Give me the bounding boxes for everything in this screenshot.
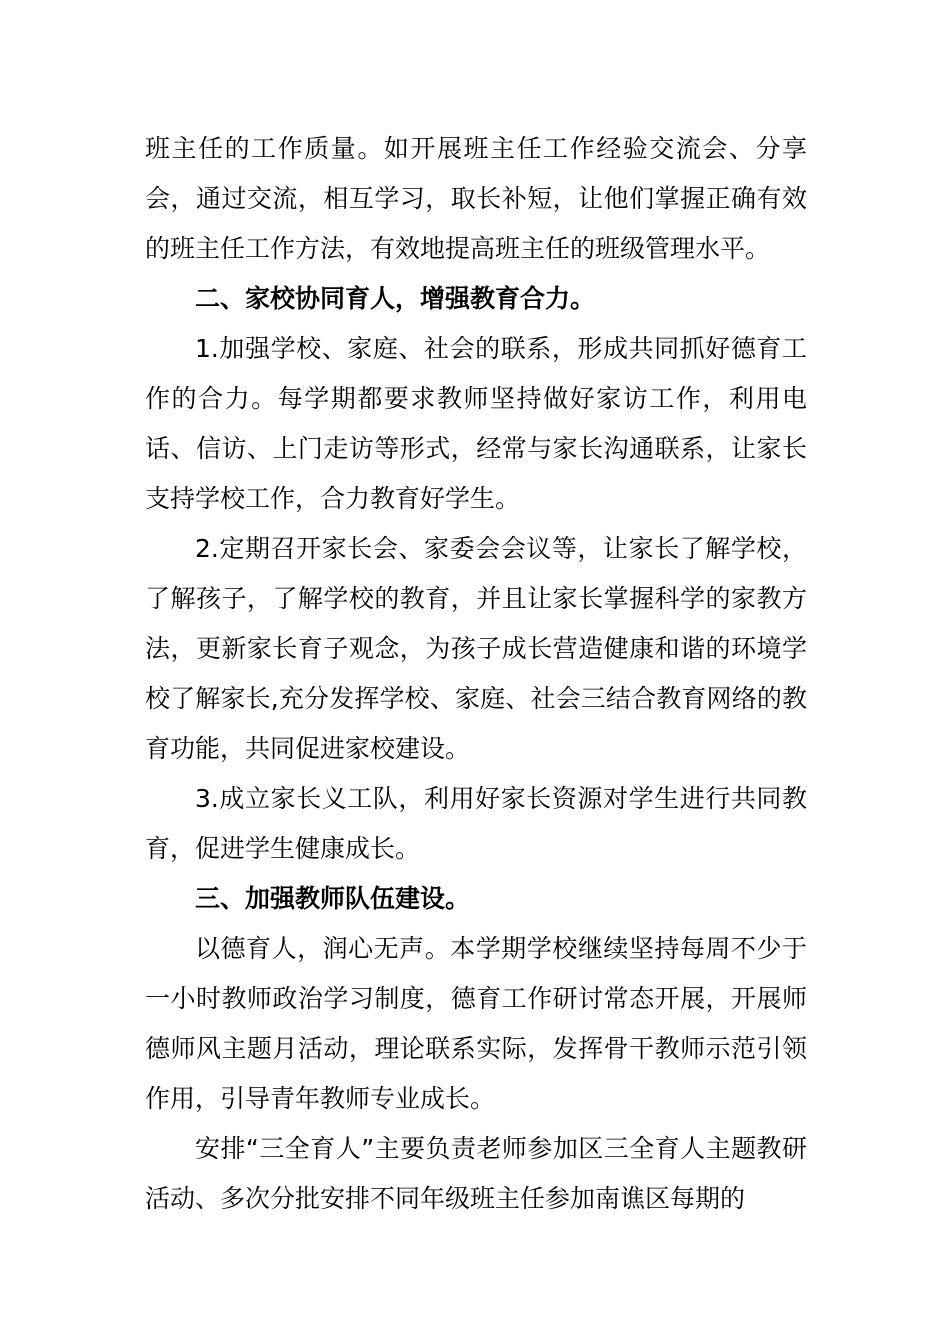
document-body (145, 124, 807, 1224)
paragraph-training: 安排“三全育人”主要负责老师参加区三全育人主题教研活动、多次分批安排不同年级班主任参加南谯区每期的 (145, 1134, 807, 1213)
paragraph-item-3: 3.成立家长义工队，利用好家长资源对学生进行共同教育，促进学生健康成长。 (145, 784, 807, 863)
paragraph-item-2: 2.定期召开家长会、家委会会议等，让家长了解学校，了解孩子，了解学校的教育，并且让家长掌握科学的家教方法，更新家长育子观念，为孩子成长营造健康和谐的环境学校了解家长,充分发挥学校、家庭、社会三结合教育网络的教育功能，共同促进家校建设。 (145, 534, 807, 763)
paragraph-intro: 班主任的工作质量。如开展班主任工作经验交流会、分享会，通过交流，相互学习，取长补短，让他们掌握正确有效的班主任工作方法，有效地提高班主任的班级管理水平。 (145, 134, 807, 263)
section-heading-3: 三、加强教师队伍建设。 (195, 884, 471, 913)
paragraph-item-1: 1.加强学校、家庭、社会的联系，形成共同抓好德育工作的合力。每学期都要求教师坚持做好家访工作，利用电话、信访、上门走访等形式，经常与家长沟通联系，让家长支持学校工作，合力教育好学生。 (145, 334, 807, 513)
section-heading-2: 二、家校协同育人，增强教育合力。 (195, 284, 596, 313)
paragraph-teacher-study: 以德育人，润心无声。本学期学校继续坚持每周不少于一小时教师政治学习制度，德育工作研讨常态开展，开展师德师风主题月活动，理论联系实际，发挥骨干教师示范引领作用，引导青年教师专业成长。 (145, 934, 807, 1113)
